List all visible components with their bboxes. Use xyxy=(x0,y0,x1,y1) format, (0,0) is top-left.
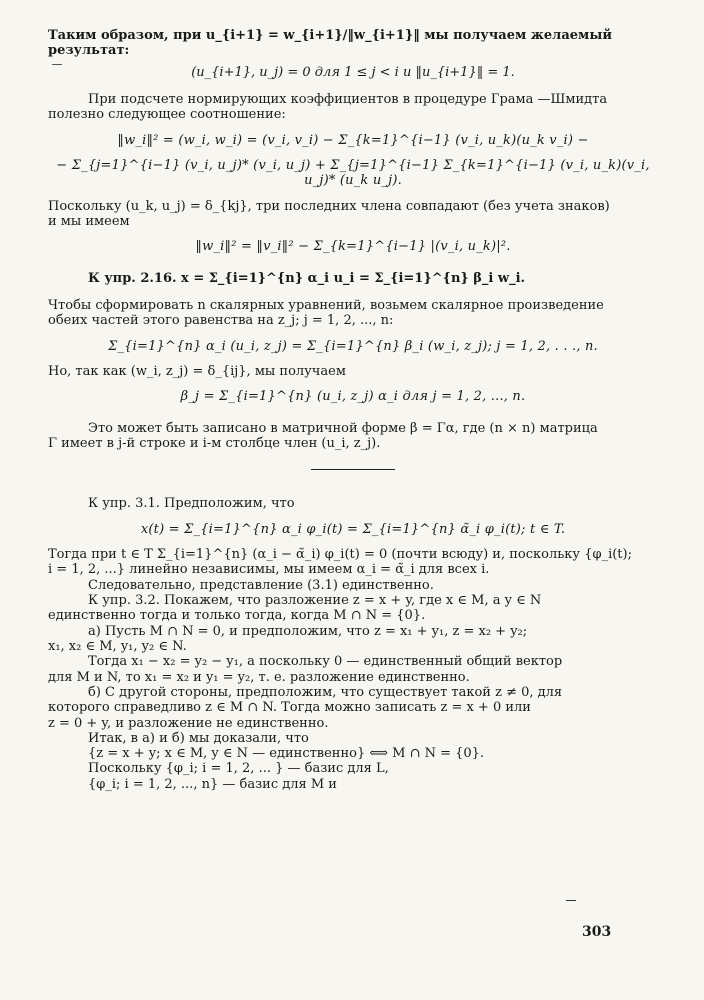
text-line: а) Пусть M ∩ N = 0, и предположим, что z = x₁ + y₁, z = x₂ + y₂; xyxy=(88,623,528,639)
margin-mark xyxy=(566,900,576,901)
text-line: Это может быть записано в матричной форме β = Γα, где (n × n) матрица xyxy=(88,420,598,436)
text-line: {z = x + y; x ∈ M, y ∈ N — единственно} ⟺ M ∩ N = {0}. xyxy=(88,746,485,762)
text-line: z = 0 + y, и разложение не единственно. xyxy=(48,715,329,731)
text-line: Тогда при t ∈ T Σ_{i=1}^{n} (α_i − α̃_i) φ_i(t) = 0 (почти всюду) и, поскольку {φ_i(t); xyxy=(48,546,632,562)
equation: ‖w_i‖² = (w_i, w_i) = (v_i, v_i) − Σ_{k=1}^{i−1} (v_i, u_k)(u_k v_i) − xyxy=(117,132,589,148)
text-line: для M и N, то x₁ = x₂ и y₁ = y₂, т. е. разложение единственно. xyxy=(48,669,470,685)
exercise-heading: К упр. 3.2. Покажем, что разложение z = x + y, где x ∈ M, а y ∈ N xyxy=(88,592,542,608)
equation: − Σ_{j=1}^{i−1} (v_i, u_j)* (v_i, u_j) + Σ_{j=1}^{i−1} Σ_{k=1}^{i−1} (v_i, u_k)(v_i, u_j)* (u_k u_j). xyxy=(56,157,650,189)
page-number: 303 xyxy=(582,924,612,940)
text-line: Тогда x₁ − x₂ = y₂ − y₁, а поскольку 0 — единственный общий вектор xyxy=(88,654,563,670)
text-line: Γ имеет в j-й строке и i-м столбце член (u_i, z_j). xyxy=(48,435,381,451)
text-line: Итак, в а) и б) мы доказали, что xyxy=(88,730,309,746)
text-line: Поскольку {φ_i; i = 1, 2, ... } — базис для L, xyxy=(88,761,389,777)
equation: Σ_{i=1}^{n} α_i (u_i, z_j) = Σ_{i=1}^{n} β_i (w_i, z_j); j = 1, 2, . . ., n. xyxy=(108,338,598,354)
equation: (u_{i+1}, u_j) = 0 для 1 ≤ j < i и ‖u_{i+1}‖ = 1. xyxy=(191,64,515,80)
page-body xyxy=(48,28,658,792)
text-line: полезно следующее соотношение: xyxy=(48,107,286,123)
text-line: которого справедливо z ∈ M ∩ N. Тогда можно записать z = x + 0 или xyxy=(48,700,531,716)
text-line: i = 1, 2, ...} линейно независимы, мы имеем α_i = α̃_i для всех i. xyxy=(48,562,490,578)
text-line: Поскольку (u_k, u_j) = δ_{kj}, три последних члена совпадают (без учета знаков) xyxy=(48,198,610,214)
text-line: x₁, x₂ ∈ M, y₁, y₂ ∈ N. xyxy=(48,638,187,654)
text-line: обеих частей этого равенства на z_j; j = 1, 2, ..., n: xyxy=(48,313,394,329)
equation: x(t) = Σ_{i=1}^{n} α_i φ_i(t) = Σ_{i=1}^{n} α̃_i φ_i(t); t ∈ T. xyxy=(140,521,566,537)
exercise-heading: К упр. 2.16. x = Σ_{i=1}^{n} α_i u_i = Σ_{i=1}^{n} β_i w_i. xyxy=(88,270,526,286)
section-divider xyxy=(311,469,395,470)
equation: β_j = Σ_{i=1}^{n} (u_i, z_j) α_i для j = 1, 2, ..., n. xyxy=(180,389,526,405)
exercise-heading: К упр. 3.1. Предположим, что xyxy=(88,496,295,512)
text-line: Следовательно, представление (3.1) единственно. xyxy=(88,577,434,593)
text-line: Но, так как (w_i, z_j) = δ_{ij}, мы получаем xyxy=(48,363,346,379)
text-line: При подсчете нормирующих коэффициентов в процедуре Грама —Шмидта xyxy=(88,91,608,107)
text-line: Таким образом, при u_{i+1} = w_{i+1}/‖w_{i+1}‖ мы получаем желаемый результат: xyxy=(48,28,613,59)
text-line: б) С другой стороны, предположим, что существует такой z ≠ 0, для xyxy=(88,684,563,700)
text-line: и мы имеем xyxy=(48,213,130,229)
equation: ‖w_i‖² = ‖v_i‖² − Σ_{k=1}^{i−1} |(v_i, u_k)|². xyxy=(195,239,511,255)
text-line: {φ_i; i = 1, 2, ..., n} — базис для M и xyxy=(88,776,337,792)
text-line: единственно тогда и только тогда, когда M ∩ N = {0}. xyxy=(48,608,426,624)
text-line: Чтобы сформировать n скалярных уравнений, возьмем скалярное произведение xyxy=(48,297,604,313)
